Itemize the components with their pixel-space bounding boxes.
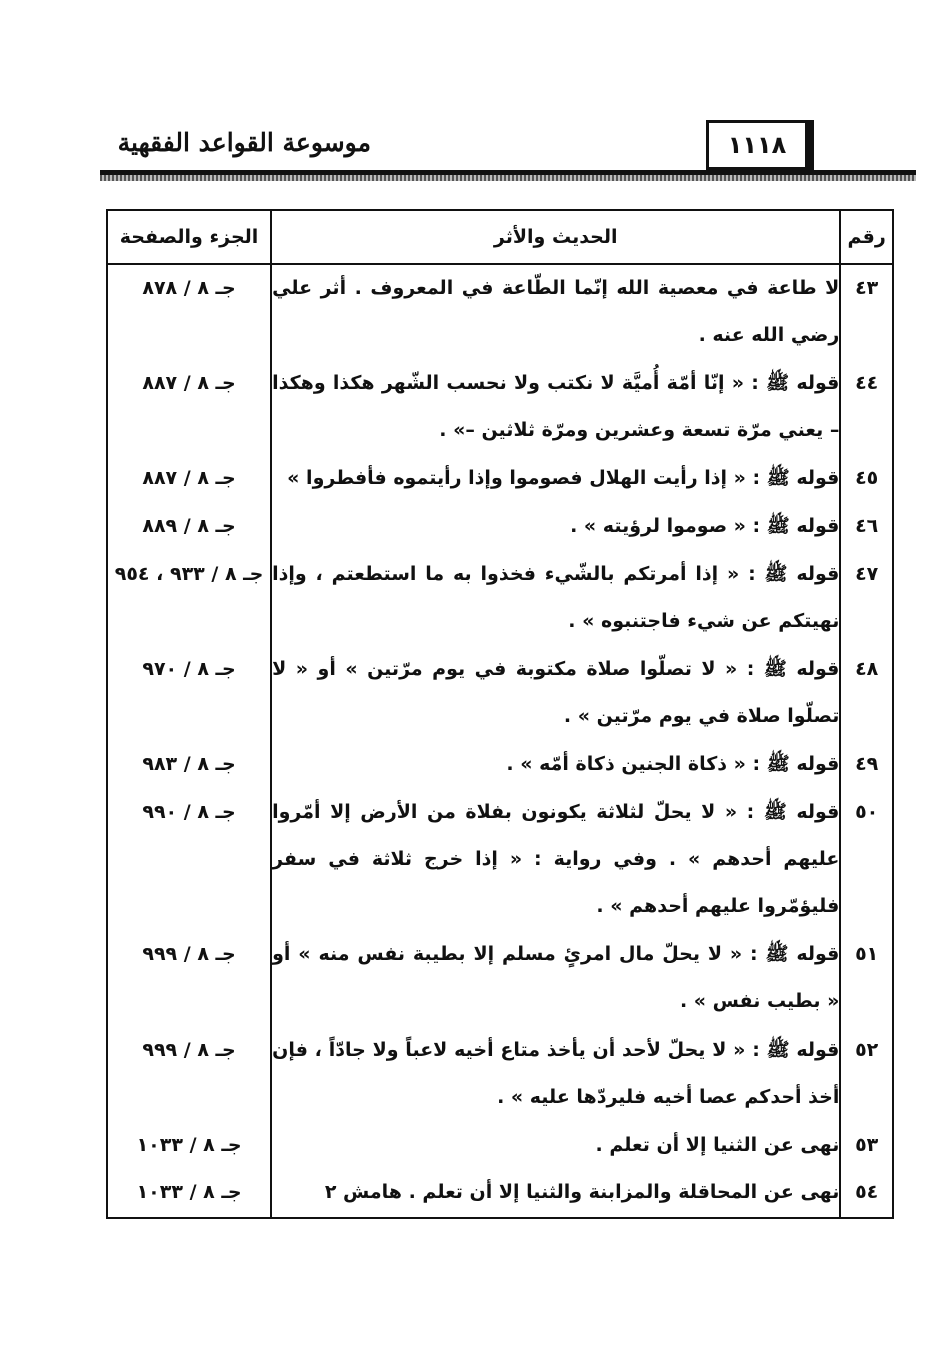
row-ref: جـ ٨ / ٩٣٣ ، ٩٥٤	[107, 551, 271, 646]
table-row	[107, 789, 893, 932]
table-row	[107, 1027, 893, 1122]
row-num: ٤٣	[840, 264, 893, 360]
row-text: قوله ﷺ : « صوموا لرؤيته » .	[271, 503, 840, 551]
page-header	[100, 118, 916, 182]
table-row	[107, 503, 893, 551]
row-num: ٥٠	[840, 789, 893, 932]
table-row	[107, 1169, 893, 1218]
row-text: قوله ﷺ : « لا تصلّوا صلاة مكتوبة في يوم مرّتين » أو « لا تصلّوا صلاة في يوم مرّتين » .	[271, 646, 840, 741]
row-ref: جـ ٨ / ٨٨٩	[107, 503, 271, 551]
table-row	[107, 360, 893, 455]
hadith-index-table	[106, 209, 894, 1219]
header-rule-pattern	[100, 175, 916, 181]
header-num: رقم	[840, 210, 893, 264]
row-ref: جـ ٨ / ٨٨٧	[107, 455, 271, 503]
table-row	[107, 646, 893, 741]
row-ref: جـ ٨ / ٩٧٠	[107, 646, 271, 741]
book-title: موسوعة القواعد الفقهية	[117, 128, 371, 157]
row-text: قوله ﷺ : « إنّا أمّة أُميَّة لا نكتب ولا نحسب الشّهر هكذا وهكذا – يعني مرّة تسعة وعشرين ومرّة ثلاثين –» .	[271, 360, 840, 455]
row-num: ٤٩	[840, 741, 893, 789]
row-ref: جـ ٨ / ٩٩٩	[107, 1027, 271, 1122]
row-text: قوله ﷺ : « ذكاة الجنين ذكاة أمّه » .	[271, 741, 840, 789]
page-number: ١١١٨	[706, 120, 808, 170]
row-ref: جـ ٨ / ١٠٣٣	[107, 1122, 271, 1170]
table-row	[107, 1122, 893, 1170]
row-num: ٥٤	[840, 1169, 893, 1218]
header-text: الحديث والأثر	[271, 210, 840, 264]
row-text: قوله ﷺ : « إذا رأيت الهلال فصوموا وإذا رأيتموه فأفطروا »	[271, 455, 840, 503]
row-text: قوله ﷺ : « لا يحلّ مال امرئٍ مسلم إلا بطيبة نفس منه » أو « بطيب نفس » .	[271, 931, 840, 1026]
row-num: ٥٢	[840, 1027, 893, 1122]
row-text: نهى عن المحاقلة والمزابنة والثنيا إلا أن تعلم . هامش ٢	[271, 1169, 840, 1218]
table-row	[107, 264, 893, 360]
row-text: قوله ﷺ : « إذا أمرتكم بالشّيء فخذوا به ما استطعتم ، وإذا نهيتكم عن شيء فاجتنبوه » .	[271, 551, 840, 646]
row-ref: جـ ٨ / ٨٧٨	[107, 264, 271, 360]
row-ref: جـ ٨ / ٩٩٠	[107, 789, 271, 932]
row-ref: جـ ٨ / ٩٩٩	[107, 931, 271, 1026]
row-ref: جـ ٨ / ١٠٣٣	[107, 1169, 271, 1218]
header-ref: الجزء والصفحة	[107, 210, 271, 264]
row-num: ٤٨	[840, 646, 893, 741]
table-row	[107, 931, 893, 1026]
row-ref: جـ ٨ / ٨٨٧	[107, 360, 271, 455]
table-row	[107, 551, 893, 646]
row-text: نهى عن الثنيا إلا أن تعلم .	[271, 1122, 840, 1170]
row-num: ٤٦	[840, 503, 893, 551]
row-num: ٤٥	[840, 455, 893, 503]
table-header-row	[107, 210, 893, 264]
row-num: ٥١	[840, 931, 893, 1026]
row-text: قوله ﷺ : « لا يحلّ لثلاثة يكونون بفلاة من الأرض إلا أمّروا عليهم أحدهم » . وفي رواية : « إذا خرج ثلاثة في سفر فليؤمّروا عليهم أحدهم » .	[271, 789, 840, 932]
row-text: لا طاعة في معصية الله إنّما الطّاعة في المعروف . أثر علي رضي الله عنه .	[271, 264, 840, 360]
table-row	[107, 455, 893, 503]
row-ref: جـ ٨ / ٩٨٣	[107, 741, 271, 789]
row-text: قوله ﷺ : « لا يحلّ لأحد أن يأخذ متاع أخيه لاعباً ولا جادّاً ، فإن أخذ أحدكم عصا أخيه فليردّها عليه » .	[271, 1027, 840, 1122]
row-num: ٤٤	[840, 360, 893, 455]
row-num: ٤٧	[840, 551, 893, 646]
table-row	[107, 741, 893, 789]
row-num: ٥٣	[840, 1122, 893, 1170]
